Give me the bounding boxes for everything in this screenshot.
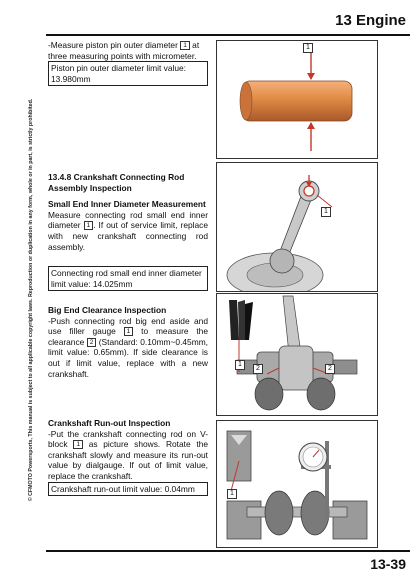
piston-pin-illustration — [217, 41, 377, 158]
piston-pin-limit: Piston pin outer diameter limit value: 13.980mm — [48, 61, 208, 86]
big-end-ref-1: 1 — [124, 327, 134, 336]
big-end-text1: -Push connecting rod big end aside and use filler gauge — [48, 315, 208, 337]
big-end-instruction — [48, 316, 208, 380]
piston-pin-text-after: at three measuring points with micrometer. — [48, 40, 200, 61]
con-rod-text-after: . If out of service limit, replace with new crankshaft connecting rod assembly. — [48, 220, 208, 252]
con-rod-illustration — [217, 163, 377, 291]
big-end-text3: (Standard: 0.10mm~0.45mm, limit value: 0.65mm). If side clearance is out if limit value, replace with a new crankshaft. — [48, 336, 208, 379]
big-end-text2: to measure the clearance — [48, 326, 209, 347]
big-end-figure — [216, 293, 378, 416]
piston-pin-ref: 1 — [180, 41, 190, 50]
big-end-title: Big End Clearance Inspection — [48, 305, 167, 315]
con-rod-section — [48, 172, 208, 291]
piston-pin-callout-1: 1 — [303, 43, 313, 53]
piston-pin-section — [48, 40, 208, 86]
piston-pin-instruction — [48, 40, 208, 61]
footer-rule — [46, 550, 410, 552]
big-end-callout-2a: 2 — [253, 364, 263, 374]
big-end-callout-1: 1 — [235, 360, 245, 370]
runout-limit: Crankshaft run-out limit value: 0.04mm — [48, 482, 208, 497]
big-end-ref-2: 2 — [87, 338, 97, 347]
con-rod-subtitle: Small End Inner Diameter Measurement — [48, 199, 206, 210]
runout-figure — [216, 420, 378, 548]
con-rod-ref: 1 — [84, 221, 94, 230]
runout-illustration — [217, 421, 377, 547]
con-rod-figure — [216, 162, 378, 292]
con-rod-title: 13.4.8 Crankshaft Connecting Rod Assembly Inspection — [48, 172, 185, 193]
con-rod-callout-1: 1 — [321, 207, 331, 217]
runout-title: Crankshaft Run-out Inspection — [48, 418, 171, 428]
con-rod-limit: Connecting rod small end inner diameter limit value: 14.025mm — [48, 266, 208, 291]
big-end-callout-2b: 2 — [325, 364, 335, 374]
big-end-illustration — [217, 294, 377, 415]
con-rod-text-before: Measure connecting rod small end inner diameter — [48, 209, 208, 231]
runout-ref: 1 — [73, 440, 83, 449]
runout-callout-1: 1 — [227, 489, 237, 499]
copyright-notice: © CFMOTO Powersports, This manual is subject to all applicable copyright laws. Reproduction or duplication in any form, whole or in part, is strictly prohibited. — [28, 98, 34, 502]
header-rule — [46, 34, 410, 36]
page-number: 13-39 — [370, 556, 406, 572]
runout-instruction — [48, 429, 208, 482]
big-end-section — [48, 305, 208, 379]
piston-pin-figure — [216, 40, 378, 159]
piston-pin-text-before: -Measure piston pin outer diameter — [48, 40, 178, 50]
runout-section — [48, 418, 208, 496]
con-rod-instruction — [48, 210, 208, 252]
runout-text-after: as picture shows. Rotate the crankshaft slowly and measure its run-out value by dialgauge. If out of limit value, replace the crankshaft. — [48, 439, 209, 481]
runout-text-before: -Put the crankshaft connecting rod on V-block — [48, 428, 208, 450]
chapter-title: 13 Engine — [335, 12, 406, 29]
